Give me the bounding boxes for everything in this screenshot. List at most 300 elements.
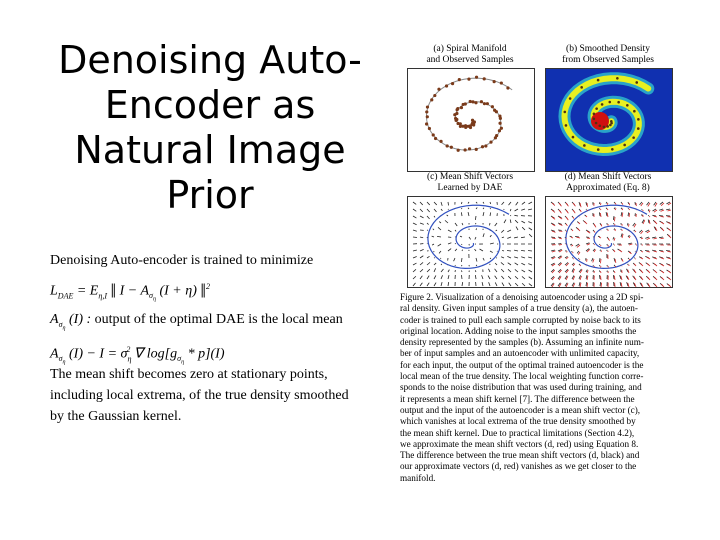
vector-arrow [515,276,518,279]
caption-line-12: which vanishes at local extrema of the true density smoothed by [400,416,636,427]
vector-arrow [448,230,452,232]
density-sample [597,79,600,82]
approx-vector-arrow [641,270,643,273]
caption-line-1: Figure 2. Visualization of a denoising autoencoder using a 2D spi- [400,292,644,302]
vector-arrow [635,251,636,252]
approx-vector-arrow [654,216,657,217]
title-line-4: Prior [166,173,254,217]
loss-sq: 2 [206,282,210,291]
caption-line-14: we approximate the mean shift vectors (d, red) using Equation 8. [400,438,639,449]
sample-point [467,78,470,81]
subfig-d-title [543,172,673,194]
vector-arrow [659,237,663,238]
approx-vector-arrow [573,210,575,213]
approx-vector-arrow [607,209,608,210]
vector-arrow [628,258,629,259]
density-sample [580,86,583,89]
vector-arrow [613,237,614,239]
sample-point [456,122,459,125]
vector-arrow [461,265,462,266]
vector-arrow [501,269,504,272]
density-sample [635,81,638,84]
vector-arrow [475,223,476,224]
vector-arrow [570,236,572,237]
loss-norm-close: ‖ [200,280,206,303]
vector-arrow [510,209,511,211]
vector-arrow [528,264,532,265]
vector-arrow [490,258,491,259]
vector-arrow [448,202,449,205]
caption-line-8: local mean of the true density. The local weighting function corre- [400,371,644,382]
sample-point [446,144,449,147]
vector-arrow [413,283,415,286]
caption-line-10: it represents a mean shift kernel [7]. The difference between the [400,393,635,404]
subfig-b-title-l1: (b) Smoothed Density [566,44,650,54]
sample-point [460,106,463,109]
approx-vector-arrow [614,250,615,252]
vector-arrow [413,209,416,211]
approx-vector-arrow [629,244,632,245]
sample-point [451,82,454,85]
approx-vector-arrow [566,224,567,226]
vector-arrow [521,257,525,258]
sample-point [484,144,487,147]
sample-point [480,100,483,103]
approx-vector-arrow [614,224,615,225]
vector-arrow [528,209,532,210]
vector-arrow [455,249,457,251]
approx-vector-arrow [614,238,615,241]
approx-vector-arrow [649,210,650,212]
optimal-sub: σ [58,319,63,329]
shift-grad: ∇ log[g [133,346,178,362]
vector-arrow [521,250,525,251]
sample-point [433,94,436,97]
vector-arrow [606,202,607,204]
approx-vector-arrow [580,265,581,266]
density-sample [606,125,609,128]
vector-arrow [606,212,607,216]
vector-arrow [413,202,416,204]
approx-vector-arrow [615,229,616,231]
vector-arrow [441,264,442,265]
approx-vector-arrow [594,224,596,227]
approx-vector-arrow [577,228,580,231]
approx-vector-arrow [661,228,664,231]
vector-arrow [490,212,491,216]
vector-arrow [648,220,649,223]
vector-arrow [598,236,600,237]
vector-arrow [448,209,449,210]
vector-arrow [558,237,561,238]
shift-sub: σ [58,354,63,364]
vector-arrow [495,282,497,286]
approx-vector-arrow [600,213,601,217]
density-sample [583,144,586,147]
caption-line-9: sponds to the noise distribution that was used during training, and [400,382,642,393]
approx-vector-arrow [566,217,568,220]
approx-vector-arrow [647,277,650,280]
vector-arrow [515,269,518,272]
vector-arrow [614,265,615,266]
density-sample [598,124,601,127]
approx-vector-arrow [647,231,650,233]
vector-arrow [448,270,449,272]
vector-arrow [522,283,525,286]
approx-vector-arrow [600,266,601,267]
vector-arrow [461,270,462,272]
vector-arrow [652,237,656,238]
vector-arrow [521,221,525,223]
vector-arrow [508,269,511,272]
approx-vector-arrow [571,245,573,246]
vector-arrow [628,235,629,237]
vector-arrow [461,275,462,279]
vector-arrow [528,250,532,251]
vector-arrow [427,223,429,225]
sample-point [430,98,433,101]
subfig-d-plot [545,196,673,288]
vector-arrow [521,209,525,210]
sample-point [506,86,509,89]
vector-arrow [434,209,436,212]
density-sample [603,126,606,129]
sample-point [428,127,431,130]
density-ridge [564,78,648,150]
approx-vector-arrow [660,238,664,239]
vector-arrow [666,209,670,210]
vector-arrow [413,237,417,238]
vector-arrow [482,275,483,279]
vector-arrow [614,208,615,209]
approx-vector-arrow [629,259,630,260]
vector-arrow [490,235,491,237]
approx-vector-arrow [614,276,615,280]
loss-lhs: L [50,283,58,299]
vector-arrow [515,220,518,223]
shift-sig-sup: 2 [126,345,131,354]
vector-arrow [461,258,462,262]
vector-arrow [413,216,416,218]
sample-point [434,137,437,140]
vector-arrow [628,212,629,216]
approx-vector-arrow [573,203,575,206]
approx-vector-arrow [586,216,587,217]
subfig-c-title-l2: Learned by DAE [437,183,503,193]
vector-arrow [448,243,451,244]
vector-arrow [480,249,483,251]
density-sample [633,110,636,113]
vector-arrow [577,251,579,253]
approx-vector-arrow [653,251,657,252]
vector-arrow [420,262,423,265]
approx-vector-arrow [668,284,671,287]
sample-point [450,146,453,149]
approx-vector-arrow [614,271,615,273]
approx-vector-arrow [599,237,601,238]
shift-sig-sub: η [127,354,132,364]
vector-arrow [514,250,518,251]
vector-arrow [599,265,600,266]
vector-arrow [445,220,448,223]
shift-g-subsub: η [181,360,185,367]
sample-point [469,100,472,103]
sample-point [471,100,474,103]
vector-arrow [483,212,484,216]
vector-arrow [483,202,484,204]
vector-arrow [645,237,649,238]
sample-point [499,117,502,120]
vector-arrow [461,208,462,209]
vector-arrow [640,237,642,238]
vector-arrow [599,202,600,204]
vector-arrow [521,237,525,238]
density-sample [569,97,572,100]
sample-point [500,81,503,84]
vector-arrow [447,215,448,216]
subfig-a-title-l1: (a) Spiral Manifold [433,44,507,54]
vector-arrow [570,244,572,245]
approx-vector-arrow [667,251,671,252]
vector-arrow [613,223,614,224]
figure-caption [400,292,682,484]
subfig-a-title-l2: and Observed Samples [426,55,514,65]
subfig-c-plot [407,196,535,288]
vector-arrow [483,208,484,209]
vector-arrow [648,209,649,211]
approx-vector-arrow [654,270,657,273]
vector-arrow [489,282,490,286]
approx-vector-arrow [640,263,643,266]
approx-vector-arrow [552,251,555,252]
vector-arrow [592,258,593,261]
caption-line-6: ber of input samples and an autoencoder with unlimited capacity, [400,348,640,359]
shift-g-sub: σ [177,354,182,364]
vector-arrow [502,202,504,205]
density-sample [593,112,596,115]
vector-arrow [579,264,580,265]
vector-arrow [413,223,417,225]
smoothed-density-plot [546,69,672,171]
loss-expr-subsub: η [153,297,156,304]
vector-arrow [413,230,417,231]
vector-arrow [476,258,477,262]
approx-vector-arrow [622,259,623,262]
sample-point [455,112,458,115]
density-sample [617,101,620,104]
approx-vector-arrow [552,238,556,239]
vector-arrow [448,275,449,279]
subfig-b-title-l2: from Observed Samples [562,55,654,65]
vector-arrow [476,228,477,230]
approx-vector-arrow [635,231,636,232]
vector-arrow [496,230,497,231]
approx-vector-arrow [566,203,568,206]
vector-arrow [628,208,629,209]
vector-arrow [613,275,614,279]
vector-arrow [454,258,455,261]
vector-arrow [634,230,635,231]
caption-line-7: for each input, the output of the optimal trained autoencoder is the [400,359,644,370]
approx-vector-arrow [654,277,657,280]
approx-vector-arrow [615,208,616,210]
approx-vector-arrow [647,263,650,266]
approx-vector-arrow [661,277,664,280]
vector-arrow [578,258,579,259]
vector-arrow [502,237,504,238]
vector-arrow [483,233,484,237]
caption-line-5: density represented by the samples (b). Assuming an infinite num- [400,337,644,348]
vector-arrow [437,236,441,237]
vector-arrow [599,212,600,216]
vector-arrow [621,208,622,209]
conclusion-line-2: including local extrema, of the true density smoothed [50,388,349,403]
vector-arrow [434,202,437,205]
vector-arrow [504,220,506,223]
vector-arrow [495,276,497,279]
density-sample [626,104,629,107]
sample-point [486,102,489,105]
vector-arrow [502,250,504,251]
loss-expr-sub: σ [149,291,153,301]
density-sample [595,107,598,110]
vector-arrow [420,237,423,238]
spiral-samples-plot [408,69,534,171]
vector-arrow [522,276,525,279]
sample-point [483,77,486,80]
approx-vector-arrow [629,209,630,210]
conclusion-line-3: by the Gaussian kernel. [50,409,182,424]
approx-vector-arrow [587,283,588,287]
vector-arrow [628,202,629,204]
approx-vector-arrow [641,238,643,239]
density-sample [572,136,575,139]
vector-arrow [501,276,504,279]
sample-point [500,127,503,130]
approx-vector-arrow [580,203,581,207]
vector-arrow [620,282,621,286]
shift-subsub: η [62,360,66,367]
vector-arrow [490,243,494,244]
caption-line-13: the mean shift kernel. Due to practical limitations (Section 4.2), [400,427,635,438]
sample-point [457,149,460,152]
approx-vector-arrow [622,209,623,210]
vector-arrow [521,263,525,265]
density-sample [593,118,596,121]
vector-arrow [522,227,525,230]
vector-arrow [516,202,518,205]
approx-vector-arrow [573,217,574,219]
approx-vector-arrow [668,258,671,259]
approx-vector-arrow [601,224,602,226]
vector-arrow [441,275,443,279]
sample-point [456,107,459,110]
vector-arrow [427,262,430,265]
approx-vector-arrow [668,235,671,238]
approx-vector-arrow [600,259,601,263]
math-loss-equation [50,278,210,309]
vector-arrow [621,212,622,216]
sample-point [498,122,501,125]
vector-arrow [508,276,511,279]
density-sample [616,77,619,80]
sample-point [437,88,440,91]
vector-arrow [475,270,476,272]
density-sample [632,136,635,139]
vector-arrow [501,257,504,258]
vector-arrow [648,215,649,216]
density-sample [637,127,640,130]
dae-vector-field-plot [408,197,534,287]
vector-arrow [427,283,429,286]
approx-vector-arrow [601,283,602,287]
vector-arrow [490,251,493,253]
vector-arrow [427,276,429,279]
approx-vector-arrow [572,230,573,231]
vector-arrow [600,250,601,251]
subfig-c-title [405,172,535,194]
vector-arrow [420,202,423,205]
sample-point [464,102,467,105]
approx-vector-arrow [600,203,601,205]
vector-arrow [432,244,434,245]
shift-a: A [50,346,59,362]
approx-vector-arrow [668,229,671,231]
sample-point [494,136,497,139]
approx-vector-arrow [621,283,622,287]
sample-point [481,145,484,148]
slide-title [40,38,380,218]
vector-arrow [441,202,442,206]
loss-lhs-sub: DAE [57,291,74,301]
sample-point [432,133,435,136]
vector-arrow [434,216,435,217]
approx-vector-arrow [649,216,650,217]
vector-arrow [413,256,417,258]
approx-vector-arrow [566,210,568,213]
vector-arrow [495,223,497,226]
approx-vector-arrow [629,203,630,205]
sample-point [495,110,498,113]
sample-point [498,129,501,132]
vector-arrow [482,282,483,286]
sample-point [464,148,467,151]
approx-vector-arrow [661,271,664,273]
sample-point [426,105,429,108]
shift-expr: (I) − I = σ [69,346,128,362]
vector-arrow [652,215,656,216]
approx-vector-arrow [587,270,588,273]
vector-arrow [495,263,497,265]
approx-vector-arrow [647,238,650,240]
vector-arrow [529,234,532,237]
caption-line-17: manifold. [400,472,436,483]
vector-arrow [420,223,424,224]
subfig-d-title-l2: Approximated (Eq. 8) [566,183,650,193]
vector-arrow [468,202,469,204]
sample-point [468,147,471,150]
vector-arrow [475,275,476,279]
vector-arrow [514,237,518,238]
approx-vector-arrow [615,259,616,263]
vector-arrow [613,270,614,272]
vector-arrow [420,256,423,258]
vector-arrow [441,269,443,272]
caption-line-3: coder is trained to pull each sample corrupted by noise back to its [400,314,641,325]
vector-arrow [514,215,518,216]
approx-vector-field-plot [546,197,672,287]
approx-vector-arrow [647,270,650,273]
